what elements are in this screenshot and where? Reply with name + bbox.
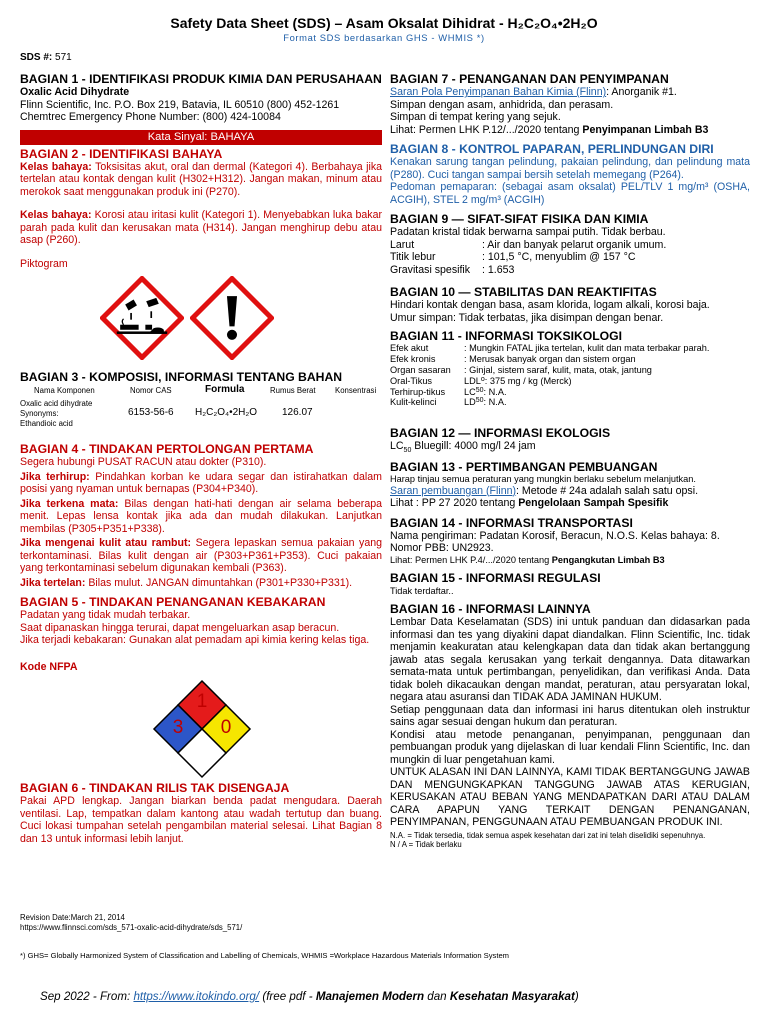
ecology-symbol: LC [390, 440, 404, 453]
component-name-3: Ethandioic acid [20, 419, 73, 429]
property-key: Titik lebur [390, 251, 436, 264]
composition-table [20, 384, 382, 432]
first-aid-eye [20, 498, 382, 536]
first-aid-eye-text: Bilas dengan hati-hati dengan air selama beberapa menit. Lepas lensa kontak jika ada dan mudah dilakukan. Lanjutkan membilas (P305+P351+P338). [20, 497, 382, 535]
col-header-cas: Nomor CAS [130, 386, 172, 396]
section-11-title: BAGIAN 11 - INFORMASI TOKSIKOLOGI [390, 329, 623, 344]
exposure-text: Pedoman pemaparan: (sebagai asam oksalat) PEL/TLV 1 mg/m³ (OSHA, ACGIH), STEL 2 mg/m³ (ACGIH) [390, 181, 750, 206]
component-name-2: Synonyms: [20, 409, 59, 419]
transport-line-2: Nomor PBB: UN2923. [390, 542, 494, 555]
na-note-1: N.A. = Tidak tersedia, tidak semua aspek kesehatan dari zat ini telah diselidiki sepenuhnya. [390, 830, 706, 840]
revision-date: Revision Date:March 21, 2014 [20, 913, 125, 922]
right-column [390, 72, 750, 849]
first-aid-skin-label: Jika mengenai kulit atau rambut: [20, 537, 192, 550]
section-14 [390, 516, 750, 566]
section-2 [20, 147, 382, 365]
tox-value: : Ginjal, sistem saraf, kulit, mata, otak, jantung [464, 364, 652, 375]
section-5 [20, 595, 382, 779]
storage-ref-pre: Lihat: Permen LHK P.12/.../2020 tentang [390, 123, 583, 136]
component-name-1: Oxalic acid dihydrate [20, 399, 93, 409]
product-name: Oxalic Acid Dihydrate [20, 86, 130, 99]
disclaimer-p3: Kondisi atau metode penanganan, penyimpanan, penggunaan dan pembuangan produk yang dijelaskan di luar kendali Flinn Scientific, Inc. dan mungkin di luar pengetahuan kami. [390, 728, 750, 766]
section-4 [20, 442, 382, 589]
nfpa-label: Kode NFPA [20, 660, 78, 673]
section-6-title: BAGIAN 6 - TINDAKAN RILIS TAK DISENGAJA [20, 781, 290, 796]
section-7-title: BAGIAN 7 - PENANGANAN DAN PENYIMPANAN [390, 72, 669, 86]
revision-url: https://www.flinnsci.com/sds_571-oxalic-acid-dihydrate/sds_571/ [20, 923, 243, 933]
hazard-class-2-text: Korosi atau iritasi kulit (Kategori 1). Menyebabkan luka bakar parah pada kulit dan kerusakan mata (H314). Jangan menghirup debu atau asap (P260). [20, 209, 383, 247]
section-8-title: BAGIAN 8 - KONTROL PAPARAN, PERLINDUNGAN DIRI [390, 142, 714, 157]
appearance: Padatan kristal tidak berwarna sampai putih. Tidak berbau. [390, 226, 666, 239]
section-10 [390, 285, 750, 324]
footer-link[interactable]: https://www.itokindo.org/ [133, 990, 260, 1003]
section-9 [390, 212, 750, 276]
na-note-2: N / A = Tidak berlaku [390, 840, 462, 850]
transport-ref-pre: Lihat: Permen LHK P.4/.../2020 tentang [390, 554, 552, 565]
disposal-method [390, 485, 750, 498]
section-7 [390, 72, 750, 136]
tox-dose-value: : 375 mg / kg (Merck) [484, 375, 572, 386]
ecology-value: Bluegill: 4000 mg/l 24 jam [411, 440, 536, 453]
storage-pattern-link[interactable]: Saran Pola Penyimpanan Bahan Kimia (Flinn) [390, 86, 607, 99]
disposal-link-tail: : Metode # 24a adalah salah satu opsi. [516, 484, 699, 497]
regulation-text: Tidak terdaftar.. [390, 585, 454, 596]
footer-bold-2: Kesehatan Masyarakat [449, 990, 575, 1003]
sds-number-label: SDS #: [20, 52, 53, 63]
abbreviation-footnote: *) GHS= Globally Harmonized System of Classification and Labelling of Chemicals, WHMIS =Workplace Hazardous Materials Information System [20, 951, 510, 960]
page-title: Safety Data Sheet (SDS) – Asam Oksalat Dihidrat - H₂C₂O₄•2H₂O [170, 15, 598, 31]
signal-word-banner: Kata Sinyal: BAHAYA [20, 130, 382, 145]
tox-dose-sub: o [480, 375, 485, 383]
first-aid-inhale-label: Jika terhirup: [20, 470, 90, 483]
nfpa-flammability: 1 [196, 691, 208, 713]
section-14-title: BAGIAN 14 - INFORMASI TRANSPORTASI [390, 515, 633, 530]
tox-row [390, 354, 750, 365]
sds-number-value: 571 [55, 52, 72, 63]
transport-ref-bold: Pengangkutan Limbah B3 [551, 554, 665, 565]
tox-dose-sub: 50 [475, 386, 484, 394]
storage-ref-bold: Penyimpanan Limbah B3 [582, 123, 709, 136]
tox-key: Efek kronis [390, 354, 436, 365]
revision-info [20, 913, 242, 933]
storage-pattern [390, 86, 750, 99]
ecology-sub: 50 [403, 447, 412, 455]
first-aid-swallow [20, 577, 382, 590]
hazard-class-1-text: Toksisitas akut, oral dan dermal (Kategori 4). Berbahaya jika tertelan atau kontak dengan kulit (H302+H312). Jangan makan, minum atau merokok saat menggunakan produk ini (P270). [20, 160, 383, 198]
section-11 [390, 329, 750, 408]
formula-value: H₂C₂O₄•2H₂O [195, 407, 258, 419]
stability-line-2: Umur simpan: Tidak terbatas, jika disimpan dengan benar. [390, 311, 664, 324]
storage-line-3: Simpan di tempat kering yang sejuk. [390, 111, 561, 124]
nfpa-reactivity: 0 [220, 717, 232, 739]
section-5-title: BAGIAN 5 - TINDAKAN PENANGANAN KEBAKARAN [20, 595, 326, 610]
col-header-weight: Rumus Berat [270, 386, 316, 396]
property-row [390, 239, 750, 252]
hazard-class-1 [20, 161, 382, 199]
footer-bold-1: Manajemen Modern [315, 990, 425, 1003]
disposal-link[interactable]: Saran pembuangan (Flinn) [390, 484, 517, 497]
pictograms [100, 276, 382, 364]
footer-end: ) [574, 990, 579, 1003]
section-16-title: BAGIAN 16 - INFORMASI LAINNYA [390, 602, 591, 617]
tox-dose-row [390, 376, 750, 387]
page-subtitle: Format SDS berdasarkan GHS - WHMIS *) [283, 32, 485, 43]
first-aid-skin-text: Segera lepaskan semua pakaian yang terkontaminasi. Bilas kulit dengan air (P303+P361+P353). Cuci pakaian yang terkontaminasi sebelum digunakan kembali (P363). [20, 537, 382, 575]
nfpa-health: 3 [172, 717, 184, 739]
storage-pattern-tail: : Anorganik #1. [606, 86, 677, 99]
cas-value: 6153-56-6 [128, 407, 174, 419]
ppe-text: Kenakan sarung tangan pelindung, pakaian pelindung, dan pelindung mata (P280). Cuci tangan sampai bersih setelah memegang (P264). [390, 156, 750, 181]
tox-key: Organ sasaran [390, 364, 451, 375]
hazard-class-1-label: Kelas bahaya: [20, 160, 92, 173]
weight-value: 126.07 [282, 407, 313, 419]
footer-prefix: Sep 2022 - From: [40, 990, 134, 1003]
ecology-text [390, 440, 750, 455]
section-10-title: BAGIAN 10 — STABILITAS DAN REAKTIFITAS [390, 285, 657, 300]
section-8 [390, 142, 750, 206]
transport-line-1: Nama pengiriman: Padatan Korosif, Beracun, N.O.S. Kelas bahaya: 8. [390, 529, 720, 542]
property-value: : Air dan banyak pelarut organik umum. [482, 238, 667, 251]
section-15 [390, 571, 750, 596]
tox-dose-key: Terhirup-tikus [390, 386, 446, 397]
tox-dose-key: Oral-Tikus [390, 375, 433, 386]
first-aid-inhale [20, 471, 382, 496]
section-1 [20, 72, 382, 124]
tox-value: : Merusak banyak organ dan sistem organ [464, 354, 636, 365]
disposal-ref-bold: Pengelolaan Sampah Spesifik [518, 497, 669, 510]
tox-dose-symbol: LD [464, 397, 476, 408]
first-aid-eye-label: Jika terkena mata: [20, 497, 119, 510]
footer-mid1: (free pdf - [259, 990, 316, 1003]
first-aid-swallow-label: Jika tertelan: [20, 576, 86, 589]
sds-number [20, 52, 72, 64]
storage-ref [390, 124, 750, 137]
stability-line-1: Hindari kontak dengan basa, asam klorida, logam alkali, korosi baja. [390, 299, 710, 312]
fire-text: Padatan yang tidak mudah terbakar. Saat dipanaskan hingga terurai, dapat mengeluarkan asap beracun. Jika terjadi kebakaran: Gunakan alat pemadam api kimia kering kelas tiga. [20, 609, 370, 647]
section-15-title: BAGIAN 15 - INFORMASI REGULASI [390, 571, 601, 586]
hazard-class-2 [20, 209, 382, 247]
tox-dose-symbol: LC [464, 386, 476, 397]
tox-row [390, 365, 750, 376]
nfpa-diamond [152, 679, 252, 779]
property-value: : 1.653 [482, 263, 515, 276]
property-key: Gravitasi spesifik [390, 263, 471, 276]
col-header-concentration: Konsentrasi [335, 386, 377, 396]
emergency-phone: Chemtrec Emergency Phone Number: (800) 424-10084 [20, 111, 281, 124]
tox-row [390, 343, 750, 354]
left-column [20, 72, 382, 845]
storage-line-2: Simpan dengan asam, anhidrida, dan perasam. [390, 98, 614, 111]
footer-mid2: dan [424, 990, 450, 1003]
property-row [390, 264, 750, 277]
first-aid-intro: Segera hubungi PUSAT RACUN atau dokter (P310). [20, 456, 267, 469]
tox-dose-value: : N.A. [483, 386, 507, 397]
col-header-formula: Formula [205, 384, 245, 396]
tox-dose-sub: 50 [475, 397, 484, 405]
section-13 [390, 460, 750, 510]
pictogram-label: Piktogram [20, 257, 68, 270]
section-4-title: BAGIAN 4 - TINDAKAN PERTOLONGAN PERTAMA [20, 442, 314, 457]
section-16 [390, 602, 750, 849]
exclamation-icon [190, 276, 274, 360]
disposal-ref-pre: Lihat : PP 27 2020 tentang [390, 497, 519, 510]
col-header-name: Nama Komponen [34, 386, 95, 396]
section-3-title: BAGIAN 3 - KOMPOSISI, INFORMASI TENTANG BAHAN [20, 370, 343, 385]
tox-dose-row [390, 397, 750, 408]
section-6 [20, 781, 382, 845]
section-9-title: BAGIAN 9 — SIFAT-SIFAT FISIKA DAN KIMIA [390, 212, 649, 227]
tox-dose-symbol: LDL [464, 375, 481, 386]
first-aid-skin [20, 537, 382, 575]
tox-dose-value: : N.A. [483, 397, 507, 408]
section-12 [390, 426, 750, 455]
tox-key: Efek akut [390, 343, 429, 354]
disclaimer-p2: Setiap penggunaan data dan informasi ini harus ditentukan oleh instruktur sains agar sesuai dengan hukum dan peraturan. [390, 703, 750, 729]
disposal-ref [390, 497, 750, 510]
hazard-class-2-label: Kelas bahaya: [20, 209, 92, 222]
section-13-title: BAGIAN 13 - PERTIMBANGAN PEMBUANGAN [390, 459, 658, 474]
spill-text: Pakai APD lengkap. Jangan biarkan benda padat mengudara. Daerah ventilasi. Lap, tempatkan dalam kantong atau wadah tertutup dan buang. Cuci lokasi tumpahan setelah pengambilan material selesai. Lihat Bagian 8 dan 13 untuk informasi lebih lanjut. [20, 795, 382, 845]
disclaimer-p1: Lembar Data Keselamatan (SDS) ini untuk panduan dan didasarkan pada informasi dan tes yang diyakini dapat diandalkan. Flinn Scientific, Inc. tidak menjamin keakuratan atau kelengkapan data dan tidak akan bertanggung jawab atas segala kerusakan yang terkait dengannya. Data ditawarkan semata-mata untuk pertimbangan, penyelidikan, dan verifikasi Anda. Data tidak boleh dikacaukan dengan mandat, peraturan, atau persyaratan lokal, negara atau asuransi dan TIDAK ADA JAMINAN HUKUM. [390, 616, 750, 704]
tox-dose-key: Kulit-kelinci [390, 397, 437, 408]
company-info: Flinn Scientific, Inc. P.O. Box 219, Batavia, IL 60510 (800) 452-1261 [20, 98, 340, 111]
property-key: Larut [390, 238, 415, 251]
corrosion-icon [100, 276, 184, 360]
first-aid-inhale-text: Pindahkan korban ke udara segar dan istirahatkan dalam posisi yang nyaman untuk bernapas (P304+P340). [20, 470, 382, 496]
property-row [390, 251, 750, 264]
section-2-title: BAGIAN 2 - IDENTIFIKASI BAHAYA [20, 146, 223, 161]
property-value: : 101,5 °C, menyublim @ 157 °C [482, 251, 636, 264]
tox-value: : Mungkin FATAL jika tertelan, kulit dan mata terbakar parah. [464, 343, 710, 354]
section-12-title: BAGIAN 12 — INFORMASI EKOLOGIS [390, 426, 611, 441]
disposal-line-1: Harap tinjau semua peraturan yang mungkin berlaku sebelum melanjutkan. [390, 473, 696, 484]
tox-dose-row [390, 387, 750, 398]
disclaimer-p4: UNTUK ALASAN INI DAN LAINNYA, KAMI TIDAK BERTANGGUNG JAWAB DAN MENGUNGKAPKAN TANGGUNG JAWAB ATAS KERUGIAN, KERUSAKAN ATAU BEBAN YANG MENDAPATKAN DARI ATAU DALAM CARA APAPUN YANG TERKAIT DENGAN PENANGANAN, PENYIMPANAN, PENGGUNAAN ATAU PEMBUANGAN PRODUK INI. [390, 766, 750, 829]
section-3 [20, 370, 382, 432]
transport-ref [390, 555, 750, 566]
page-footer [40, 990, 579, 1004]
section-1-title: BAGIAN 1 - IDENTIFIKASI PRODUK KIMIA DAN PERUSAHAAN [20, 72, 382, 86]
first-aid-swallow-text: Bilas mulut. JANGAN dimuntahkan (P301+P330+P331). [88, 576, 353, 589]
